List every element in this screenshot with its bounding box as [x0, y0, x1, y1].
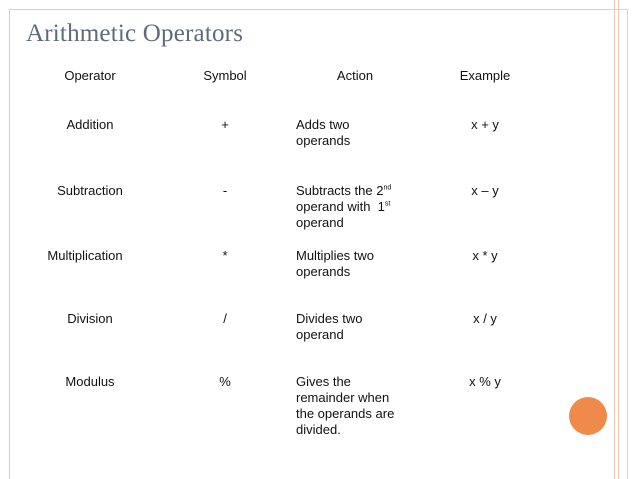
header-action: Action — [336, 68, 374, 83]
action-cell — [296, 248, 416, 280]
action-text: operand with 1 — [296, 199, 385, 214]
action-line — [296, 199, 426, 215]
action-cell — [296, 183, 426, 231]
example-cell: x – y — [471, 183, 499, 198]
action-line: Gives the — [296, 374, 351, 389]
action-text: Subtracts the 2 — [296, 183, 384, 198]
action-line: Adds two — [296, 117, 350, 132]
action-line: Multiplies two — [296, 248, 375, 263]
action-line: divided. — [296, 422, 341, 437]
action-line: operand — [296, 215, 344, 230]
operator-cell: Multiplication — [47, 248, 123, 263]
action-line: Divides two — [296, 311, 363, 326]
example-cell: x / y — [473, 311, 497, 326]
slide-title: Arithmetic Operators — [26, 20, 244, 47]
operator-cell: Modulus — [65, 374, 115, 389]
symbol-cell: + — [221, 117, 229, 132]
example-cell: x + y — [471, 117, 499, 132]
action-line: operands — [296, 264, 351, 279]
symbol-cell: - — [222, 183, 228, 198]
action-cell — [296, 117, 416, 149]
ordinal-suffix: st — [384, 200, 391, 208]
action-cell — [296, 374, 426, 438]
action-line: remainder when — [296, 390, 390, 405]
header-operator: Operator — [64, 68, 116, 83]
example-cell: x * y — [472, 248, 498, 263]
example-cell: x % y — [469, 374, 501, 389]
action-line: operands — [296, 133, 351, 148]
symbol-cell: % — [219, 374, 231, 389]
action-line: the operands are — [296, 406, 395, 421]
action-line: operand — [296, 327, 344, 342]
symbol-cell: / — [223, 311, 227, 326]
symbol-cell: * — [222, 248, 228, 263]
action-cell — [296, 311, 416, 343]
right-border-line-2 — [618, 0, 619, 479]
decorative-orange-circle — [569, 397, 607, 435]
operator-cell: Subtraction — [57, 183, 123, 198]
right-border-line-1 — [614, 0, 615, 479]
header-symbol: Symbol — [203, 68, 247, 83]
operator-cell: Addition — [66, 117, 114, 132]
header-example: Example — [459, 68, 511, 83]
action-line — [296, 183, 426, 199]
ordinal-suffix: nd — [383, 184, 392, 192]
operator-cell: Division — [67, 311, 113, 326]
